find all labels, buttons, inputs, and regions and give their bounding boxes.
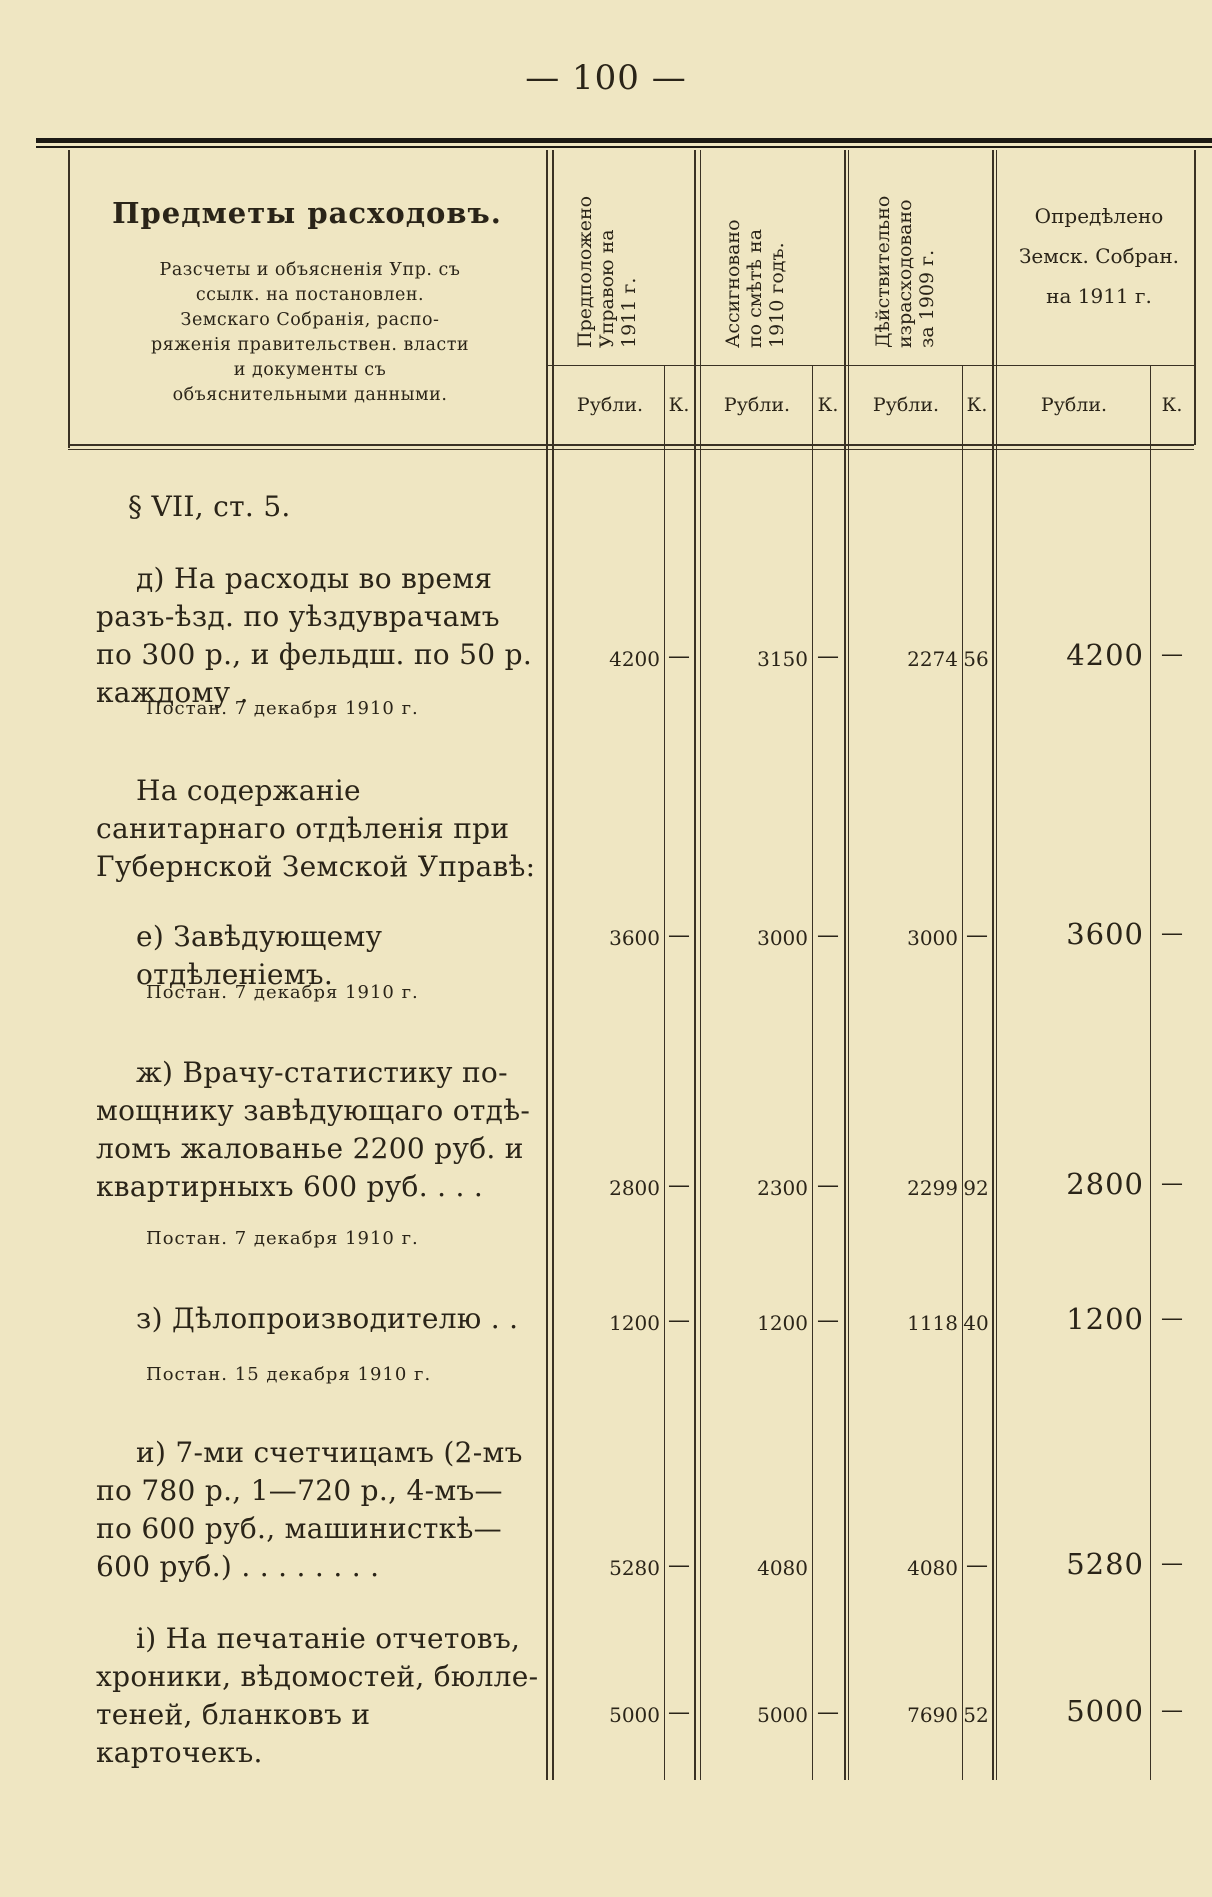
col-divider-3	[844, 150, 846, 1780]
row-zh-spent-kop: 92	[963, 1176, 989, 1200]
row-i2-proposed-kop: —	[668, 1700, 690, 1725]
row-z-assigned-rub: 1200	[757, 1311, 808, 1335]
row-i-assigned-rub: 4080	[757, 1556, 808, 1580]
col-divider-1	[546, 150, 548, 1780]
row-d-note: Постан. 7 декабря 1910 г.	[146, 698, 419, 719]
row-z-proposed-kop: —	[668, 1308, 690, 1333]
row-i2-proposed-rub: 5000	[609, 1703, 660, 1727]
row-e-spent-kop: —	[966, 923, 988, 948]
header-bottom-rule-2	[68, 449, 1194, 450]
row-z-approved-rub: 1200	[1066, 1302, 1144, 1336]
col-divider-4	[992, 150, 994, 1780]
row-d-label: д) На расходы во время разъ-ѣзд. по уѣздуврачамъ по 300 р., и фельдш. по 50 р. каждому .	[96, 562, 533, 709]
col-divider-3b	[848, 150, 849, 1780]
col-spent-header: Дѣйствительно израсходовано за 1909 г.	[872, 195, 938, 348]
row-i-label: и) 7-ми счетчицамъ (2-мъ по 780 р., 1—720 р., 4-мъ— по 600 руб., машинисткѣ— 600 руб.) . . . . . . . .	[96, 1436, 523, 1583]
row-e-proposed-kop: —	[668, 923, 690, 948]
row-e-proposed-rub: 3600	[609, 926, 660, 950]
row-d-proposed-rub: 4200	[609, 647, 660, 671]
row-i-proposed-kop: —	[668, 1553, 690, 1578]
row-i2-spent-kop: 52	[963, 1703, 989, 1727]
unit-kop-4: К.	[1161, 394, 1183, 416]
unit-rubles-4: Рубли.	[1040, 394, 1108, 416]
row-z-assigned-kop: —	[817, 1308, 839, 1333]
row-zh-proposed-rub: 2800	[609, 1176, 660, 1200]
row-e-spent-rub: 3000	[907, 926, 958, 950]
unit-kop-1: К.	[668, 394, 690, 416]
row-e-approved-rub: 3600	[1066, 917, 1144, 951]
row-i2-approved-rub: 5000	[1066, 1694, 1144, 1728]
row-i2-assigned-rub: 5000	[757, 1703, 808, 1727]
row-d-approved-rub: 4200	[1066, 638, 1144, 672]
unit-rubles-3: Рубли.	[872, 394, 940, 416]
left-border	[68, 150, 70, 448]
description-title: Предметы расходовъ.	[112, 196, 502, 230]
row-d-approved-kop: —	[1161, 642, 1183, 667]
col-divider-2	[694, 150, 696, 1780]
top-rule-thin	[36, 146, 1212, 148]
row-i2-assigned-kop: —	[817, 1700, 839, 1725]
kop-divider-2	[812, 365, 813, 1780]
row-e-approved-kop: —	[1161, 921, 1183, 946]
description-subtitle: Разсчеты и объясненія Упр. съ ссылк. на постановлен. Земскаго Собранія, распо-ряженія правительствен. власти и документы съ объяснительными данными.	[150, 260, 470, 405]
row-zh-approved-rub: 2800	[1066, 1167, 1144, 1201]
col-approved-header: Опредѣлено Земск. Собран. на 1911 г.	[1018, 204, 1180, 308]
unit-rubles-2: Рубли.	[723, 394, 791, 416]
row-zh-note: Постан. 7 декабря 1910 г.	[146, 1228, 419, 1249]
row-e-label: е) Завѣдующему отдѣленіемъ.	[136, 920, 383, 991]
row-i-approved-kop: —	[1161, 1551, 1183, 1576]
row-d-spent-kop: 56	[963, 647, 989, 671]
row-zh-assigned-rub: 2300	[757, 1176, 808, 1200]
units-divider	[548, 365, 1194, 366]
row-d-assigned-rub: 3150	[757, 647, 808, 671]
col-assigned-header: Ассигновано по смѣтѣ на 1910 годъ.	[722, 219, 788, 348]
row-i-spent-kop: —	[966, 1553, 988, 1578]
top-rule	[36, 138, 1212, 143]
row-zh-approved-kop: —	[1161, 1171, 1183, 1196]
row-i-approved-rub: 5280	[1066, 1547, 1144, 1581]
row-z-label: з) Дѣлопроизводителю . .	[136, 1302, 519, 1335]
row-i-proposed-rub: 5280	[609, 1556, 660, 1580]
col-divider-4b	[996, 150, 997, 1780]
row-d-assigned-kop: —	[817, 644, 839, 669]
col-divider-1b	[552, 150, 554, 1780]
row-z-proposed-rub: 1200	[609, 1311, 660, 1335]
unit-kop-3: К.	[966, 394, 988, 416]
row-e-assigned-kop: —	[817, 923, 839, 948]
col-divider-2b	[700, 150, 701, 1780]
row-i2-label: і) На печатаніе отчетовъ, хроники, вѣдомостей, бюлле-теней, бланковъ и карточекъ.	[96, 1622, 539, 1769]
page-number: — 100 —	[525, 58, 687, 98]
row-e-note: Постан. 7 декабря 1910 г.	[146, 982, 419, 1003]
right-border	[1194, 150, 1196, 445]
row-z-spent-rub: 1118	[907, 1311, 958, 1335]
row-zh-spent-rub: 2299	[907, 1176, 958, 1200]
row-d-proposed-kop: —	[668, 644, 690, 669]
row-z-note: Постан. 15 декабря 1910 г.	[146, 1364, 432, 1385]
row-zh-assigned-kop: —	[817, 1173, 839, 1198]
col-proposed-header: Предположено Управою на 1911 г.	[574, 195, 640, 348]
row-zh-proposed-kop: —	[668, 1173, 690, 1198]
row-i2-spent-rub: 7690	[907, 1703, 958, 1727]
unit-kop-2: К.	[817, 394, 839, 416]
row-z-spent-kop: 40	[963, 1311, 989, 1335]
unit-rubles-1: Рубли.	[576, 394, 644, 416]
row-i2-approved-kop: —	[1161, 1698, 1183, 1723]
section-heading: § VII, ст. 5.	[128, 490, 291, 523]
row-z-approved-kop: —	[1161, 1306, 1183, 1331]
row-zh-label: ж) Врачу-статистику по-мощнику завѣдующаго отдѣ-ломъ жалованье 2200 руб. и квартирныхъ 600 руб. . . .	[96, 1056, 531, 1203]
sub-heading: На содержаніе санитарнаго отдѣленія при Губернской Земской Управѣ:	[96, 774, 536, 883]
row-i-spent-rub: 4080	[907, 1556, 958, 1580]
row-e-assigned-rub: 3000	[757, 926, 808, 950]
row-d-spent-rub: 2274	[907, 647, 958, 671]
header-bottom-rule	[68, 444, 1194, 446]
